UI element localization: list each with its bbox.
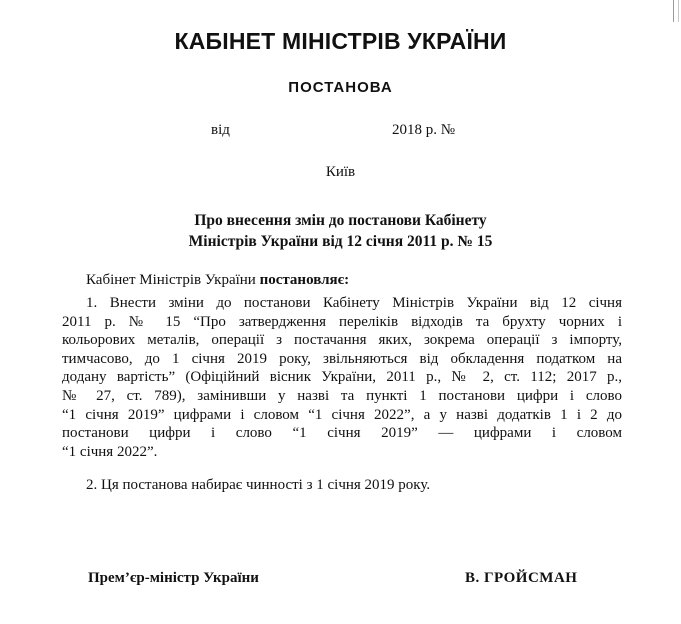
signatory-name: В. ГРОЙСМАН [465,570,578,586]
paragraph-line: кольорових металів, операції з постачання яких, зокрема операції з імпорту, [62,332,622,349]
intro-bold-word: постановляє: [259,272,350,288]
paragraph-1 [62,294,622,461]
date-from-label: від [211,122,230,138]
title-line: Міністрів України від 12 січня 2011 р. № 15 [188,233,493,250]
document-title [0,210,681,252]
date-year-number: 2018 р. № [392,122,456,138]
city-name: Київ [325,164,356,180]
date-line [0,122,681,142]
paragraph-line: 1. Внести зміни до постанови Кабінету Міністрів України від 12 січня [86,295,622,311]
paragraph-line: тимчасово, до 1 січня 2019 року, звільняються від обкладення податком на [62,350,622,367]
resolution-intro [62,271,622,290]
paragraph-line: “1 січня 2019” цифрами і словом “1 січня 2022”, а у назві додатків 1 і 2 до [62,406,622,423]
paragraph-line: № 27, ст. 789), замінивши у назві та пункті 1 постанови цифри і слово [62,387,622,404]
paragraph-line: 2011 р. № 15 “Про затвердження переліків відходів та брухту чорних і [62,313,622,330]
document-type: ПОСТАНОВА [288,79,393,96]
intro-text: Кабінет Міністрів України [86,272,260,288]
issuer-heading: КАБІНЕТ МІНІСТРІВ УКРАЇНИ [174,28,507,54]
paragraph-line: постанови цифри і слово “1 січня 2019” — цифрами і словом [62,425,622,442]
title-line: Про внесення змін до постанови Кабінету [194,212,487,229]
page-edge-mark [673,0,679,22]
paragraph-line: “1 січня 2022”. [62,443,158,460]
paragraph-2: 2. Ця постанова набирає чинності з 1 січня 2019 року. [86,477,431,493]
paragraph-line: додану вартість” (Офіційний вісник України, 2011 р., № 2, ст. 112; 2017 р., [62,369,622,386]
signatory-position: Прем’єр-міністр України [88,570,259,586]
